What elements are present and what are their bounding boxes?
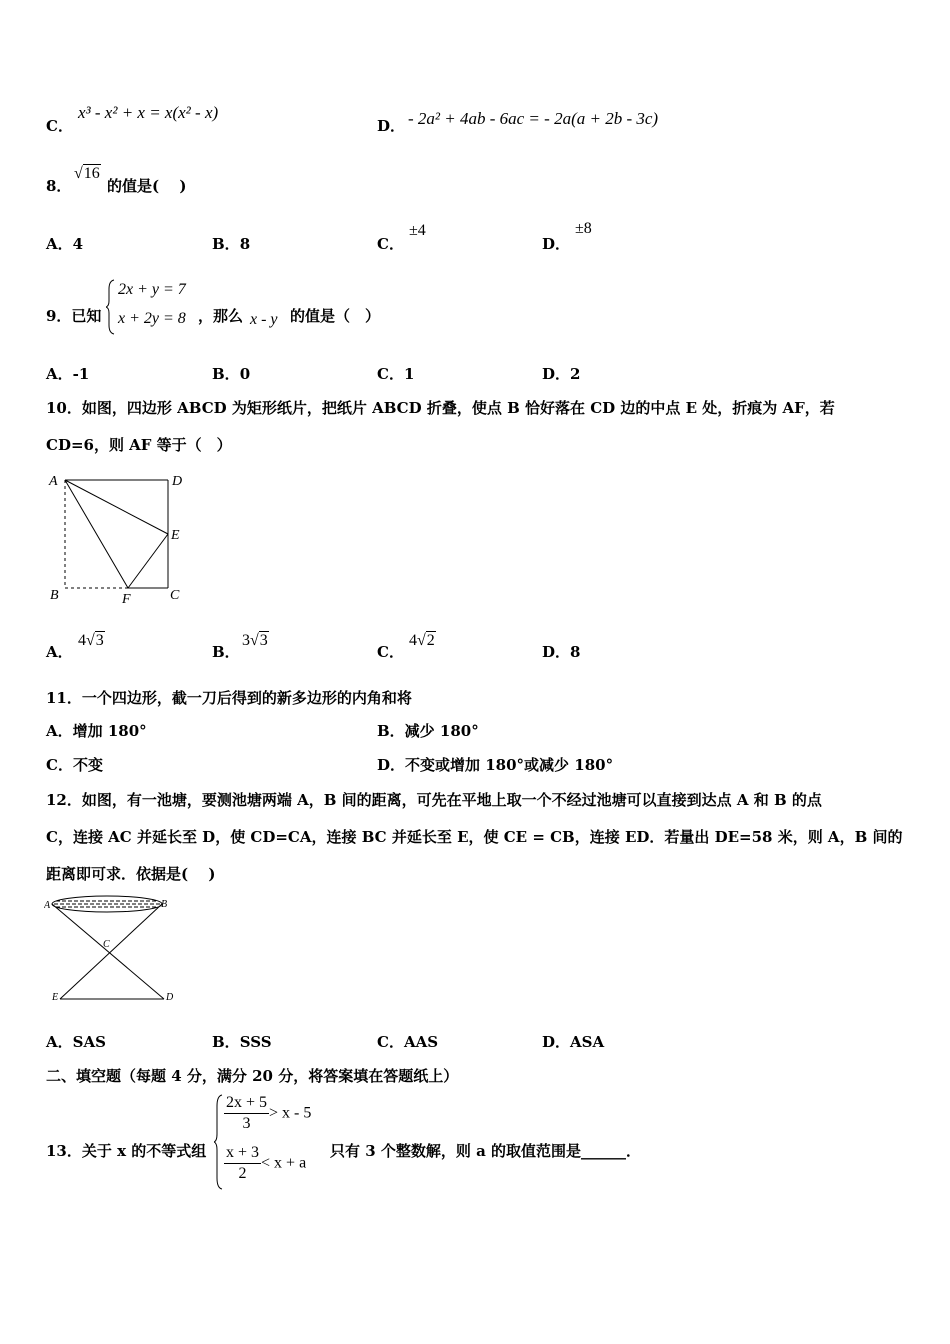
q11-option-a: A．增加 180° bbox=[46, 722, 147, 740]
q10-option-c-value: 4√2 bbox=[409, 632, 435, 649]
q10-option-d: D．8 bbox=[542, 643, 581, 661]
q12-label-a: A bbox=[44, 900, 51, 911]
q8-stem-suffix: 的值是( ) bbox=[107, 177, 187, 195]
q8-sqrt: √16 bbox=[74, 165, 100, 182]
q12-option-c: C．AAS bbox=[377, 1033, 439, 1051]
q13-inequality-2: $\frac{x + 3}{2}$ < x + a bbox=[226, 1144, 307, 1182]
q8-option-c-value: ±4 bbox=[409, 222, 426, 239]
section-2-title: 二、填空题（每题 4 分，满分 20 分，将答案填在答题纸上） bbox=[46, 1067, 459, 1085]
q10-option-a-value: 4√3 bbox=[78, 632, 104, 649]
q10-option-a: A． bbox=[46, 643, 73, 661]
q7-option-d: D． bbox=[377, 117, 406, 135]
q12-line-3: 距离即可求．依据是( ) bbox=[46, 865, 216, 883]
q9-option-a: A．-1 bbox=[46, 365, 90, 383]
q9-expression: x - y bbox=[250, 311, 278, 328]
q9-equation-1: 2x + y = 7 bbox=[118, 281, 186, 298]
q12-label-c: C bbox=[103, 939, 110, 950]
q10-line-1: 10．如图，四边形 ABCD 为矩形纸片，把纸片 ABCD 折叠，使点 B 恰好落在 CD 边的中点 E 处，折痕为 AF，若 bbox=[46, 399, 835, 417]
q10-label-a: A bbox=[49, 474, 58, 489]
q8-stem: 8． bbox=[46, 177, 72, 195]
q12-label-b: B bbox=[161, 899, 168, 910]
q9-option-d: D．2 bbox=[542, 365, 581, 383]
q10-label-e: E bbox=[171, 528, 180, 543]
q10-figure bbox=[46, 468, 196, 608]
q9-middle: ，那么 bbox=[198, 307, 244, 325]
q8-option-b: B．8 bbox=[212, 235, 251, 253]
q7-option-c: C． bbox=[46, 117, 73, 135]
q7-option-c-expression: x³ - x² + x = x(x² - x) bbox=[78, 103, 219, 122]
q8-option-c: C． bbox=[377, 235, 404, 253]
q11-option-d: D．不变或增加 180°或减少 180° bbox=[377, 756, 614, 774]
q10-label-b: B bbox=[50, 588, 59, 603]
q13-fraction-2: $\frac{x + 3}{2}$ bbox=[226, 1144, 260, 1182]
q10-option-b: B． bbox=[212, 643, 240, 661]
q9-suffix: 的值是（ ） bbox=[290, 307, 381, 325]
q13-inequality-1: $\frac{2x + 5}{3}$ > x - 5 bbox=[226, 1094, 312, 1132]
q9-brace bbox=[106, 279, 116, 335]
q11-option-b: B．减少 180° bbox=[377, 722, 479, 740]
q13-suffix: 只有 3 个整数解，则 a 的取值范围是______． bbox=[330, 1142, 642, 1160]
q9-option-c: C．1 bbox=[377, 365, 415, 383]
q12-line-1: 12．如图，有一池塘，要测池塘两端 A，B 间的距离，可先在平地上取一个不经过池塘可以直接到达点 A 和 B 的点 bbox=[46, 791, 822, 809]
q11-option-c: C．不变 bbox=[46, 756, 103, 774]
q11-stem: 11．一个四边形，截一刀后得到的新多边形的内角和将 bbox=[46, 689, 412, 707]
q12-label-d: D bbox=[166, 992, 174, 1003]
q12-option-d: D．ASA bbox=[542, 1033, 605, 1051]
q12-line-2: C，连接 AC 并延长至 D，使 CD=CA，连接 BC 并延长至 E，使 CE = CB，连接 ED．若量出 DE=58 米，则 A，B 间的 bbox=[46, 828, 903, 846]
q8-option-a: A．4 bbox=[46, 235, 84, 253]
q13-fraction-1: $\frac{2x + 5}{3}$ bbox=[226, 1094, 268, 1132]
q12-label-e: E bbox=[52, 992, 59, 1003]
q10-option-b-value: 3√3 bbox=[242, 632, 268, 649]
q9-option-b: B．0 bbox=[212, 365, 251, 383]
q12-option-b: B．SSS bbox=[212, 1033, 272, 1051]
q8-option-d-value: ±8 bbox=[575, 220, 592, 237]
q10-label-c: C bbox=[170, 588, 180, 603]
q10-line-2: CD=6，则 AF 等于（ ） bbox=[46, 436, 232, 454]
q13-prefix: 13．关于 x 的不等式组 bbox=[46, 1142, 207, 1160]
q10-option-c: C． bbox=[377, 643, 404, 661]
q12-option-a: A．SAS bbox=[46, 1033, 106, 1051]
q9-prefix: 9．已知 bbox=[46, 307, 102, 325]
q13-brace bbox=[214, 1094, 224, 1190]
q9-equation-2: x + 2y = 8 bbox=[118, 310, 186, 327]
q8-radicand: 16 bbox=[83, 165, 100, 182]
q10-label-f: F bbox=[122, 592, 131, 607]
q10-label-d: D bbox=[172, 474, 183, 489]
q12-figure bbox=[44, 892, 178, 1004]
q8-option-d: D． bbox=[542, 235, 571, 253]
q7-option-d-expression: - 2a² + 4ab - 6ac = - 2a(a + 2b - 3c) bbox=[408, 109, 659, 128]
